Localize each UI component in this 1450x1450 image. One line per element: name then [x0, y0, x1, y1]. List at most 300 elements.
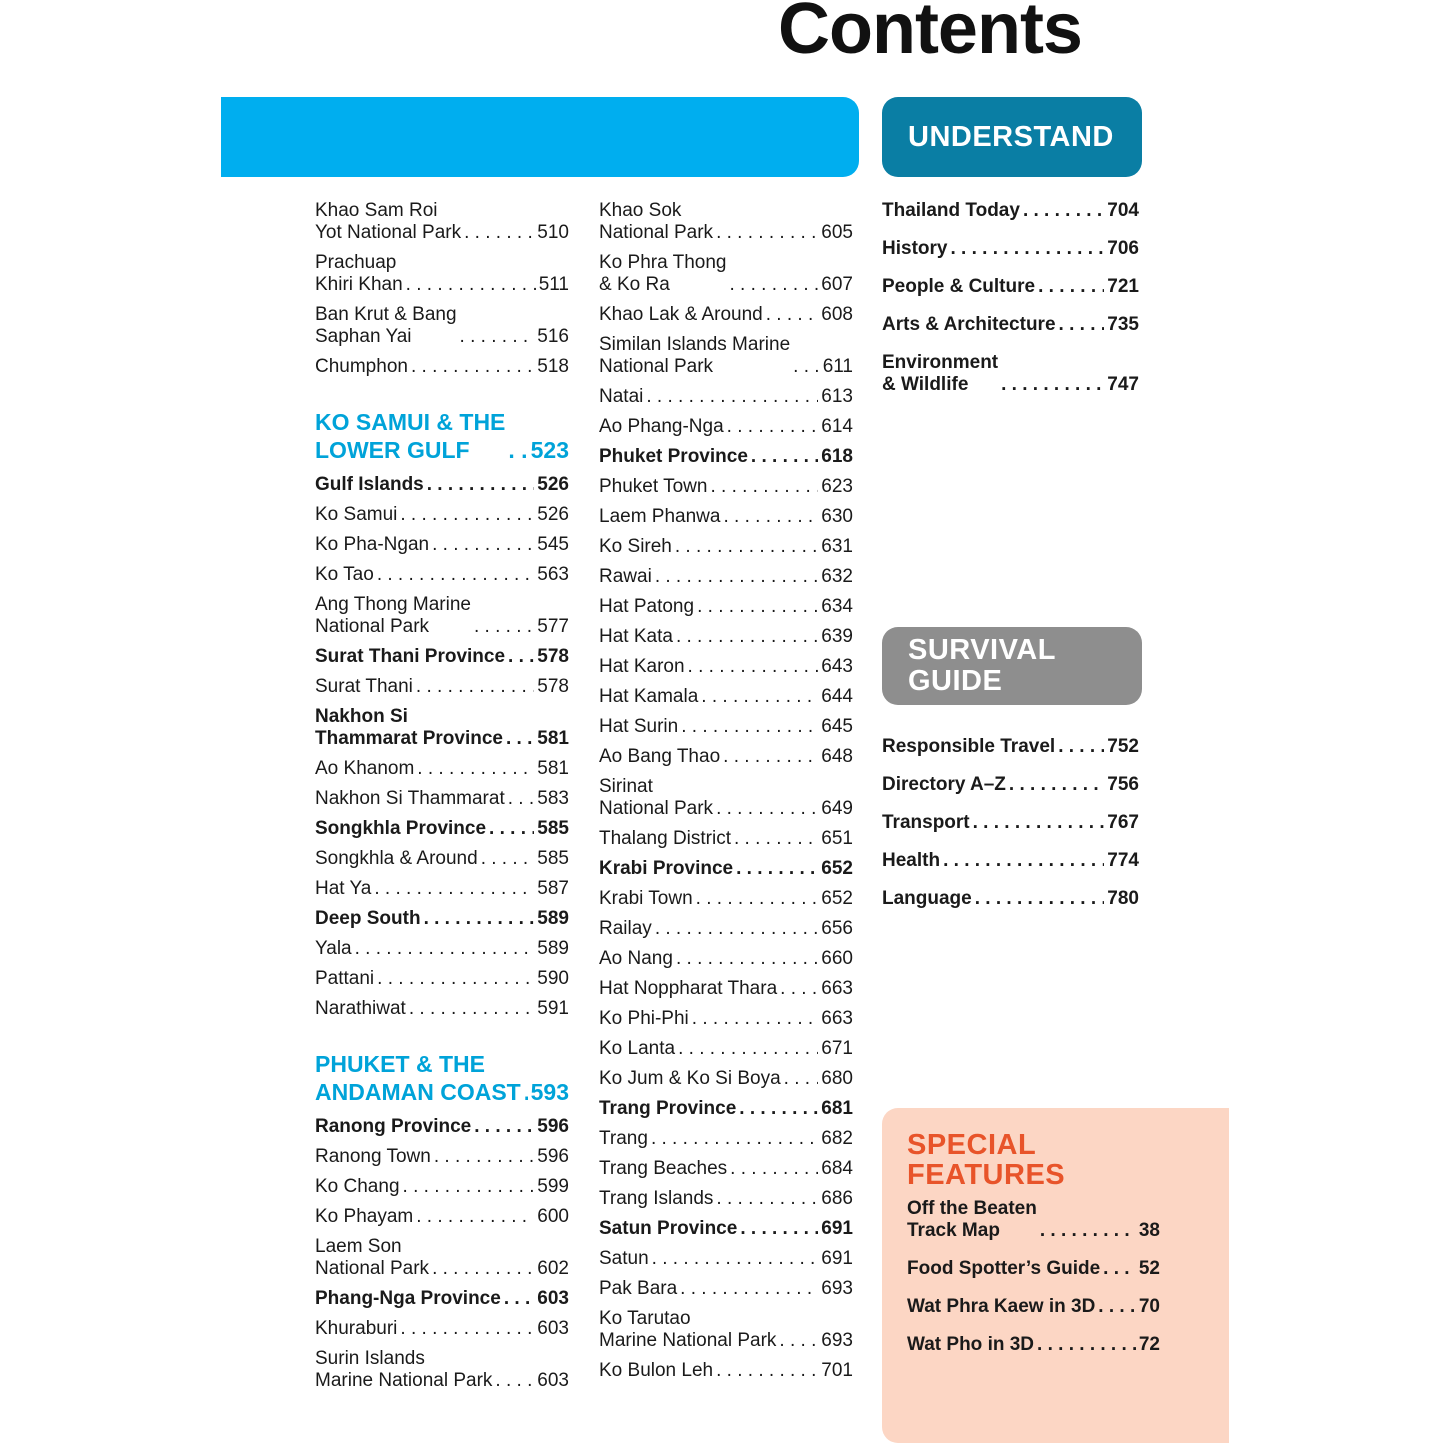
toc-entry[interactable] [315, 504, 569, 526]
entry-title: Ao Bang Thao [599, 746, 721, 767]
toc-entry[interactable] [599, 776, 853, 820]
dot-leader [374, 878, 534, 900]
page-number: 603 [537, 1288, 569, 1309]
entry-title: Ban Krut & Bang Saphan Yai [315, 304, 457, 347]
dot-leader [646, 386, 818, 408]
toc-entry[interactable] [315, 938, 569, 960]
page-number: 72 [1138, 1334, 1160, 1355]
toc-entry[interactable] [599, 476, 853, 498]
toc-entry[interactable] [599, 1038, 853, 1060]
page-number: 516 [537, 326, 569, 347]
entry-title: Narathiwat [315, 998, 406, 1019]
dot-leader [655, 918, 818, 940]
entry-title: Ko Lanta [599, 1038, 676, 1059]
page-number: 523 [530, 437, 569, 463]
entry-title: Laem Phanwa [599, 506, 721, 527]
page-number: 602 [537, 1258, 569, 1279]
toc-entry[interactable] [599, 918, 853, 940]
dot-leader [727, 416, 819, 438]
page-number: 618 [821, 446, 853, 467]
dot-leader [417, 758, 534, 780]
page-number: 693 [821, 1330, 853, 1351]
entry-title: Chumphon [315, 356, 408, 377]
page-number: 589 [537, 908, 569, 929]
toc-entry[interactable] [315, 818, 569, 840]
toc-entry[interactable] [315, 564, 569, 586]
page-number: 631 [821, 536, 853, 557]
entry-title: Ang Thong Marine National Park [315, 594, 471, 637]
page-number: 596 [537, 1146, 569, 1167]
page-number: 526 [537, 504, 569, 525]
toc-entry[interactable] [315, 878, 569, 900]
toc-entry[interactable] [599, 1158, 853, 1180]
toc-entry[interactable] [599, 416, 853, 438]
toc-entry[interactable] [315, 676, 569, 698]
dot-leader [729, 274, 818, 296]
special-features-panel [882, 1108, 1229, 1443]
toc-entry[interactable] [315, 1288, 569, 1310]
toc-entry[interactable] [315, 594, 569, 638]
page-number: 634 [821, 596, 853, 617]
understand-panel [882, 97, 1142, 177]
page-number: 643 [821, 656, 853, 677]
survival-guide-heading: SURVIVAL GUIDE [908, 634, 1056, 697]
dot-leader [701, 686, 818, 708]
dot-leader [1038, 276, 1104, 298]
dot-leader [460, 326, 535, 348]
page-title: Contents [778, 0, 1082, 69]
dot-leader [1037, 1334, 1136, 1356]
dot-leader [676, 948, 818, 970]
entry-title: Trang Province [599, 1098, 737, 1119]
dot-leader [427, 474, 535, 496]
toc-entry[interactable] [882, 200, 1139, 222]
entry-title: Responsible Travel [882, 736, 1056, 757]
toc-entry[interactable] [599, 746, 853, 768]
dot-leader [508, 788, 535, 810]
dot-leader [506, 728, 534, 750]
page-number: 671 [821, 1038, 853, 1059]
toc-entry[interactable] [599, 948, 853, 970]
dot-leader [716, 1360, 818, 1382]
page-number: 682 [821, 1128, 853, 1149]
page-number: 645 [821, 716, 853, 737]
toc-entry[interactable] [315, 1146, 569, 1168]
entry-title: Phang-Nga Province [315, 1288, 501, 1309]
toc-entry[interactable] [599, 686, 853, 708]
page-number: 510 [537, 222, 569, 243]
page-number: 652 [821, 858, 853, 879]
dot-leader [943, 850, 1104, 872]
toc-entry[interactable] [315, 200, 569, 244]
page-number: 680 [821, 1068, 853, 1089]
page-number: 630 [821, 506, 853, 527]
dot-leader [1001, 374, 1104, 396]
toc-entry[interactable] [882, 736, 1139, 758]
entry-title: Khao Lak & Around [599, 304, 763, 325]
entry-title: Ranong Town [315, 1146, 431, 1167]
page-number: 752 [1107, 736, 1139, 757]
page-number: 607 [821, 274, 853, 295]
entry-title: Pattani [315, 968, 375, 989]
dot-leader [504, 1288, 534, 1310]
toc-entry[interactable] [882, 888, 1139, 910]
entry-title: Nakhon Si Thammarat [315, 788, 505, 809]
page-number: 603 [537, 1370, 569, 1391]
entry-title: Khuraburi [315, 1318, 398, 1339]
page-number: 747 [1107, 374, 1139, 395]
entry-title: Language [882, 888, 972, 909]
dot-leader [409, 998, 534, 1020]
toc-entry[interactable] [315, 788, 569, 810]
entry-title: Yala [315, 938, 352, 959]
dot-leader [1040, 1220, 1136, 1242]
toc-entry[interactable] [599, 1360, 853, 1382]
entry-title: Hat Karon [599, 656, 685, 677]
toc-entry[interactable] [882, 238, 1139, 260]
dot-leader [474, 616, 534, 638]
entry-title: Satun [599, 1248, 649, 1269]
contents-column-2 [599, 200, 853, 1390]
entry-title: Hat Surin [599, 716, 679, 737]
entry-title: Surin Islands Marine National Park [315, 1348, 493, 1391]
entry-title: Thalang District [599, 828, 731, 849]
dot-leader [474, 1116, 534, 1138]
entry-title: Thailand Today [882, 200, 1020, 221]
understand-list [882, 200, 1139, 412]
entry-title: Ko Phi-Phi [599, 1008, 689, 1029]
dot-leader [489, 818, 534, 840]
page-number: 599 [537, 1176, 569, 1197]
entry-title: Ko Sireh [599, 536, 672, 557]
toc-entry[interactable] [599, 858, 853, 880]
page-number: 681 [821, 1098, 853, 1119]
page-number: 589 [537, 938, 569, 959]
dot-leader [676, 626, 818, 648]
page-number: 577 [537, 616, 569, 637]
dot-leader [495, 1370, 534, 1392]
entry-title: Pak Bara [599, 1278, 678, 1299]
dot-leader [403, 1176, 535, 1198]
contents-column-1 [315, 200, 569, 1400]
toc-entry[interactable] [315, 304, 569, 348]
toc-entry[interactable] [599, 386, 853, 408]
toc-entry[interactable] [599, 1188, 853, 1210]
entry-title: Hat Kata [599, 626, 673, 647]
page-number: 691 [821, 1248, 853, 1269]
page-number: 611 [822, 356, 853, 377]
toc-entry[interactable] [315, 1176, 569, 1198]
toc-entry[interactable] [599, 1278, 853, 1300]
toc-entry[interactable] [315, 968, 569, 990]
dot-leader [950, 238, 1104, 260]
toc-entry[interactable] [907, 1258, 1160, 1280]
page-number: 591 [537, 998, 569, 1019]
dot-leader [723, 506, 818, 528]
entry-title: Directory A–Z [882, 774, 1006, 795]
dot-leader [434, 1146, 534, 1168]
dot-leader [432, 534, 534, 556]
dot-leader [1098, 1296, 1136, 1318]
entry-title: Hat Patong [599, 596, 695, 617]
toc-entry[interactable] [315, 758, 569, 780]
toc-entry[interactable] [599, 252, 853, 296]
toc-entry[interactable] [882, 850, 1139, 872]
toc-entry[interactable] [599, 566, 853, 588]
entry-title: Ko Phra Thong & Ko Ra [599, 252, 727, 295]
dot-leader [736, 858, 818, 880]
toc-entry[interactable] [882, 774, 1139, 796]
section-heading[interactable] [315, 1050, 569, 1106]
page-number: 52 [1138, 1258, 1160, 1279]
dot-leader [424, 908, 535, 930]
page-number: 70 [1138, 1296, 1160, 1317]
page-number: 652 [821, 888, 853, 909]
page-number: 603 [537, 1318, 569, 1339]
dot-leader [1009, 774, 1104, 796]
toc-entry[interactable] [315, 1116, 569, 1138]
dot-leader [508, 646, 534, 668]
dot-leader [651, 1128, 818, 1150]
toc-entry[interactable] [599, 888, 853, 910]
survival-guide-list [882, 736, 1139, 926]
dot-leader [973, 812, 1105, 834]
entry-title: Songkhla Province [315, 818, 487, 839]
page-number: 518 [537, 356, 569, 377]
entry-title: Environment & Wildlife [882, 352, 999, 395]
toc-entry[interactable] [882, 812, 1139, 834]
toc-entry[interactable] [907, 1334, 1160, 1356]
entry-title: Ko Tao [315, 564, 374, 585]
dot-leader [652, 1248, 819, 1270]
entry-title: Arts & Architecture [882, 314, 1056, 335]
entry-title: Ranong Province [315, 1116, 472, 1137]
toc-entry[interactable] [907, 1198, 1160, 1242]
header-bar [221, 97, 859, 177]
page-number: 774 [1107, 850, 1139, 871]
entry-title: Ao Phang-Nga [599, 416, 724, 437]
dot-leader [432, 1258, 534, 1280]
dot-leader [464, 222, 534, 244]
page-number: 578 [537, 646, 569, 667]
page-number: 587 [537, 878, 569, 899]
entry-title: Trang Islands [599, 1188, 714, 1209]
dot-leader [416, 676, 534, 698]
dot-leader [355, 938, 535, 960]
entry-title: Ko Chang [315, 1176, 400, 1197]
toc-entry[interactable] [315, 646, 569, 668]
dot-leader [400, 1318, 534, 1340]
toc-entry[interactable] [315, 1236, 569, 1280]
dot-leader [975, 888, 1105, 910]
page-number: 38 [1138, 1220, 1160, 1241]
entry-title: Wat Pho in 3D [907, 1334, 1035, 1355]
page-number: 767 [1107, 812, 1139, 833]
page-number: 706 [1107, 238, 1139, 259]
entry-title: Health [882, 850, 941, 871]
toc-entry[interactable] [599, 716, 853, 738]
dot-leader [730, 1158, 818, 1180]
dot-leader [697, 596, 818, 618]
page-number: 583 [537, 788, 569, 809]
toc-entry[interactable] [599, 446, 853, 468]
dot-leader [377, 564, 534, 586]
dot-leader [692, 1008, 819, 1030]
page-number: 735 [1107, 314, 1139, 335]
toc-entry[interactable] [599, 506, 853, 528]
toc-entry[interactable] [315, 534, 569, 556]
page-number: 596 [537, 1116, 569, 1137]
entry-title: Surat Thani Province [315, 646, 506, 667]
page-number: 686 [821, 1188, 853, 1209]
toc-entry[interactable] [315, 848, 569, 870]
page-number: 663 [821, 1008, 853, 1029]
dot-leader [400, 504, 534, 526]
page-number: 593 [530, 1079, 569, 1105]
page-number: 660 [821, 948, 853, 969]
entry-title: Songkhla & Around [315, 848, 478, 869]
toc-entry[interactable] [315, 908, 569, 930]
dot-leader [716, 222, 818, 244]
page-number: 605 [821, 222, 853, 243]
entry-title: Wat Phra Kaew in 3D [907, 1296, 1096, 1317]
page-number: 511 [538, 274, 569, 295]
toc-entry[interactable] [599, 200, 853, 244]
entry-title: PHUKET & THE ANDAMAN COAST [315, 1051, 521, 1105]
toc-entry[interactable] [599, 1008, 853, 1030]
page-number: 701 [821, 1360, 853, 1381]
dot-leader [377, 968, 534, 990]
page-number: 526 [537, 474, 569, 495]
toc-entry[interactable] [599, 596, 853, 618]
toc-entry[interactable] [315, 998, 569, 1020]
page-number: 600 [537, 1206, 569, 1227]
page-number: 756 [1107, 774, 1139, 795]
entry-title: Trang Beaches [599, 1158, 728, 1179]
entry-title: History [882, 238, 948, 259]
special-features-list [907, 1198, 1160, 1372]
dot-leader [710, 476, 818, 498]
dot-leader [784, 1068, 819, 1090]
entry-title: Similan Islands Marine National Park [599, 334, 791, 377]
toc-entry[interactable] [599, 1128, 853, 1150]
dot-leader [416, 1206, 534, 1228]
page-number: 721 [1107, 276, 1139, 297]
toc-entry[interactable] [315, 706, 569, 750]
page-number: 691 [821, 1218, 853, 1239]
toc-entry[interactable] [599, 334, 853, 378]
section-heading[interactable] [315, 408, 569, 464]
entry-title: Surat Thani [315, 676, 413, 697]
entry-title: Rawai [599, 566, 652, 587]
dot-leader [723, 746, 818, 768]
dot-leader [655, 566, 818, 588]
toc-entry[interactable] [599, 304, 853, 326]
entry-title: Nakhon Si Thammarat Province [315, 706, 503, 749]
dot-leader [779, 1330, 818, 1352]
toc-entry[interactable] [599, 828, 853, 850]
toc-entry[interactable] [599, 1308, 853, 1352]
page-number: 590 [537, 968, 569, 989]
entry-title: Hat Ya [315, 878, 372, 899]
page-number: 693 [821, 1278, 853, 1299]
toc-entry[interactable] [599, 1098, 853, 1120]
toc-entry[interactable] [599, 656, 853, 678]
toc-entry[interactable] [315, 474, 569, 496]
dot-leader [716, 798, 818, 820]
page-number: 563 [537, 564, 569, 585]
toc-entry[interactable] [599, 1248, 853, 1270]
dot-leader [675, 536, 818, 558]
entry-title: Food Spotter’s Guide [907, 1258, 1101, 1279]
survival-guide-panel [882, 627, 1142, 705]
entry-title: Prachuap Khiri Khan [315, 252, 403, 295]
page-number: 651 [821, 828, 853, 849]
toc-entry[interactable] [315, 252, 569, 296]
entry-title: Natai [599, 386, 644, 407]
page-number: 780 [1107, 888, 1139, 909]
entry-title: KO SAMUI & THE LOWER GULF [315, 409, 506, 463]
page-number: 704 [1107, 200, 1139, 221]
entry-title: Ao Nang [599, 948, 673, 969]
toc-entry[interactable] [315, 1348, 569, 1392]
page-number: 649 [821, 798, 853, 819]
page-number: 545 [537, 534, 569, 555]
entry-title: Ko Phayam [315, 1206, 414, 1227]
toc-entry[interactable] [599, 978, 853, 1000]
toc-entry[interactable] [599, 626, 853, 648]
dot-leader [688, 656, 819, 678]
dot-leader [481, 848, 535, 870]
dot-leader [780, 978, 818, 1000]
entry-title: Hat Kamala [599, 686, 699, 707]
toc-entry[interactable] [315, 356, 569, 378]
toc-entry[interactable] [599, 536, 853, 558]
entry-title: Laem Son National Park [315, 1236, 430, 1279]
toc-entry[interactable] [907, 1296, 1160, 1318]
entry-title: Khao Sok National Park [599, 200, 714, 243]
entry-title: Ko Samui [315, 504, 398, 525]
entry-title: Railay [599, 918, 652, 939]
toc-entry[interactable] [882, 276, 1139, 298]
entry-title: Transport [882, 812, 970, 833]
entry-title: Off the Beaten Track Map [907, 1198, 1037, 1241]
page-number: 623 [821, 476, 853, 497]
toc-entry[interactable] [882, 314, 1139, 336]
toc-entry[interactable] [599, 1068, 853, 1090]
dot-leader [411, 356, 534, 378]
page-number: 581 [537, 728, 569, 749]
page-number: 632 [821, 566, 853, 587]
entry-title: Khao Sam Roi Yot National Park [315, 200, 462, 243]
page-number: 608 [821, 304, 853, 325]
understand-heading: UNDERSTAND [908, 120, 1114, 153]
dot-leader [1059, 314, 1105, 336]
toc-entry[interactable] [315, 1206, 569, 1228]
entry-title: Gulf Islands [315, 474, 424, 495]
dot-leader [1103, 1258, 1136, 1280]
dot-leader [751, 446, 818, 468]
entry-title: Ko Pha-Ngan [315, 534, 430, 555]
entry-title: Ko Tarutao Marine National Park [599, 1308, 777, 1351]
toc-entry[interactable] [599, 1218, 853, 1240]
page-number: 639 [821, 626, 853, 647]
toc-entry[interactable] [882, 352, 1139, 396]
page-number: 578 [537, 676, 569, 697]
entry-title: Satun Province [599, 1218, 738, 1239]
dot-leader [739, 1098, 818, 1120]
toc-entry[interactable] [315, 1318, 569, 1340]
